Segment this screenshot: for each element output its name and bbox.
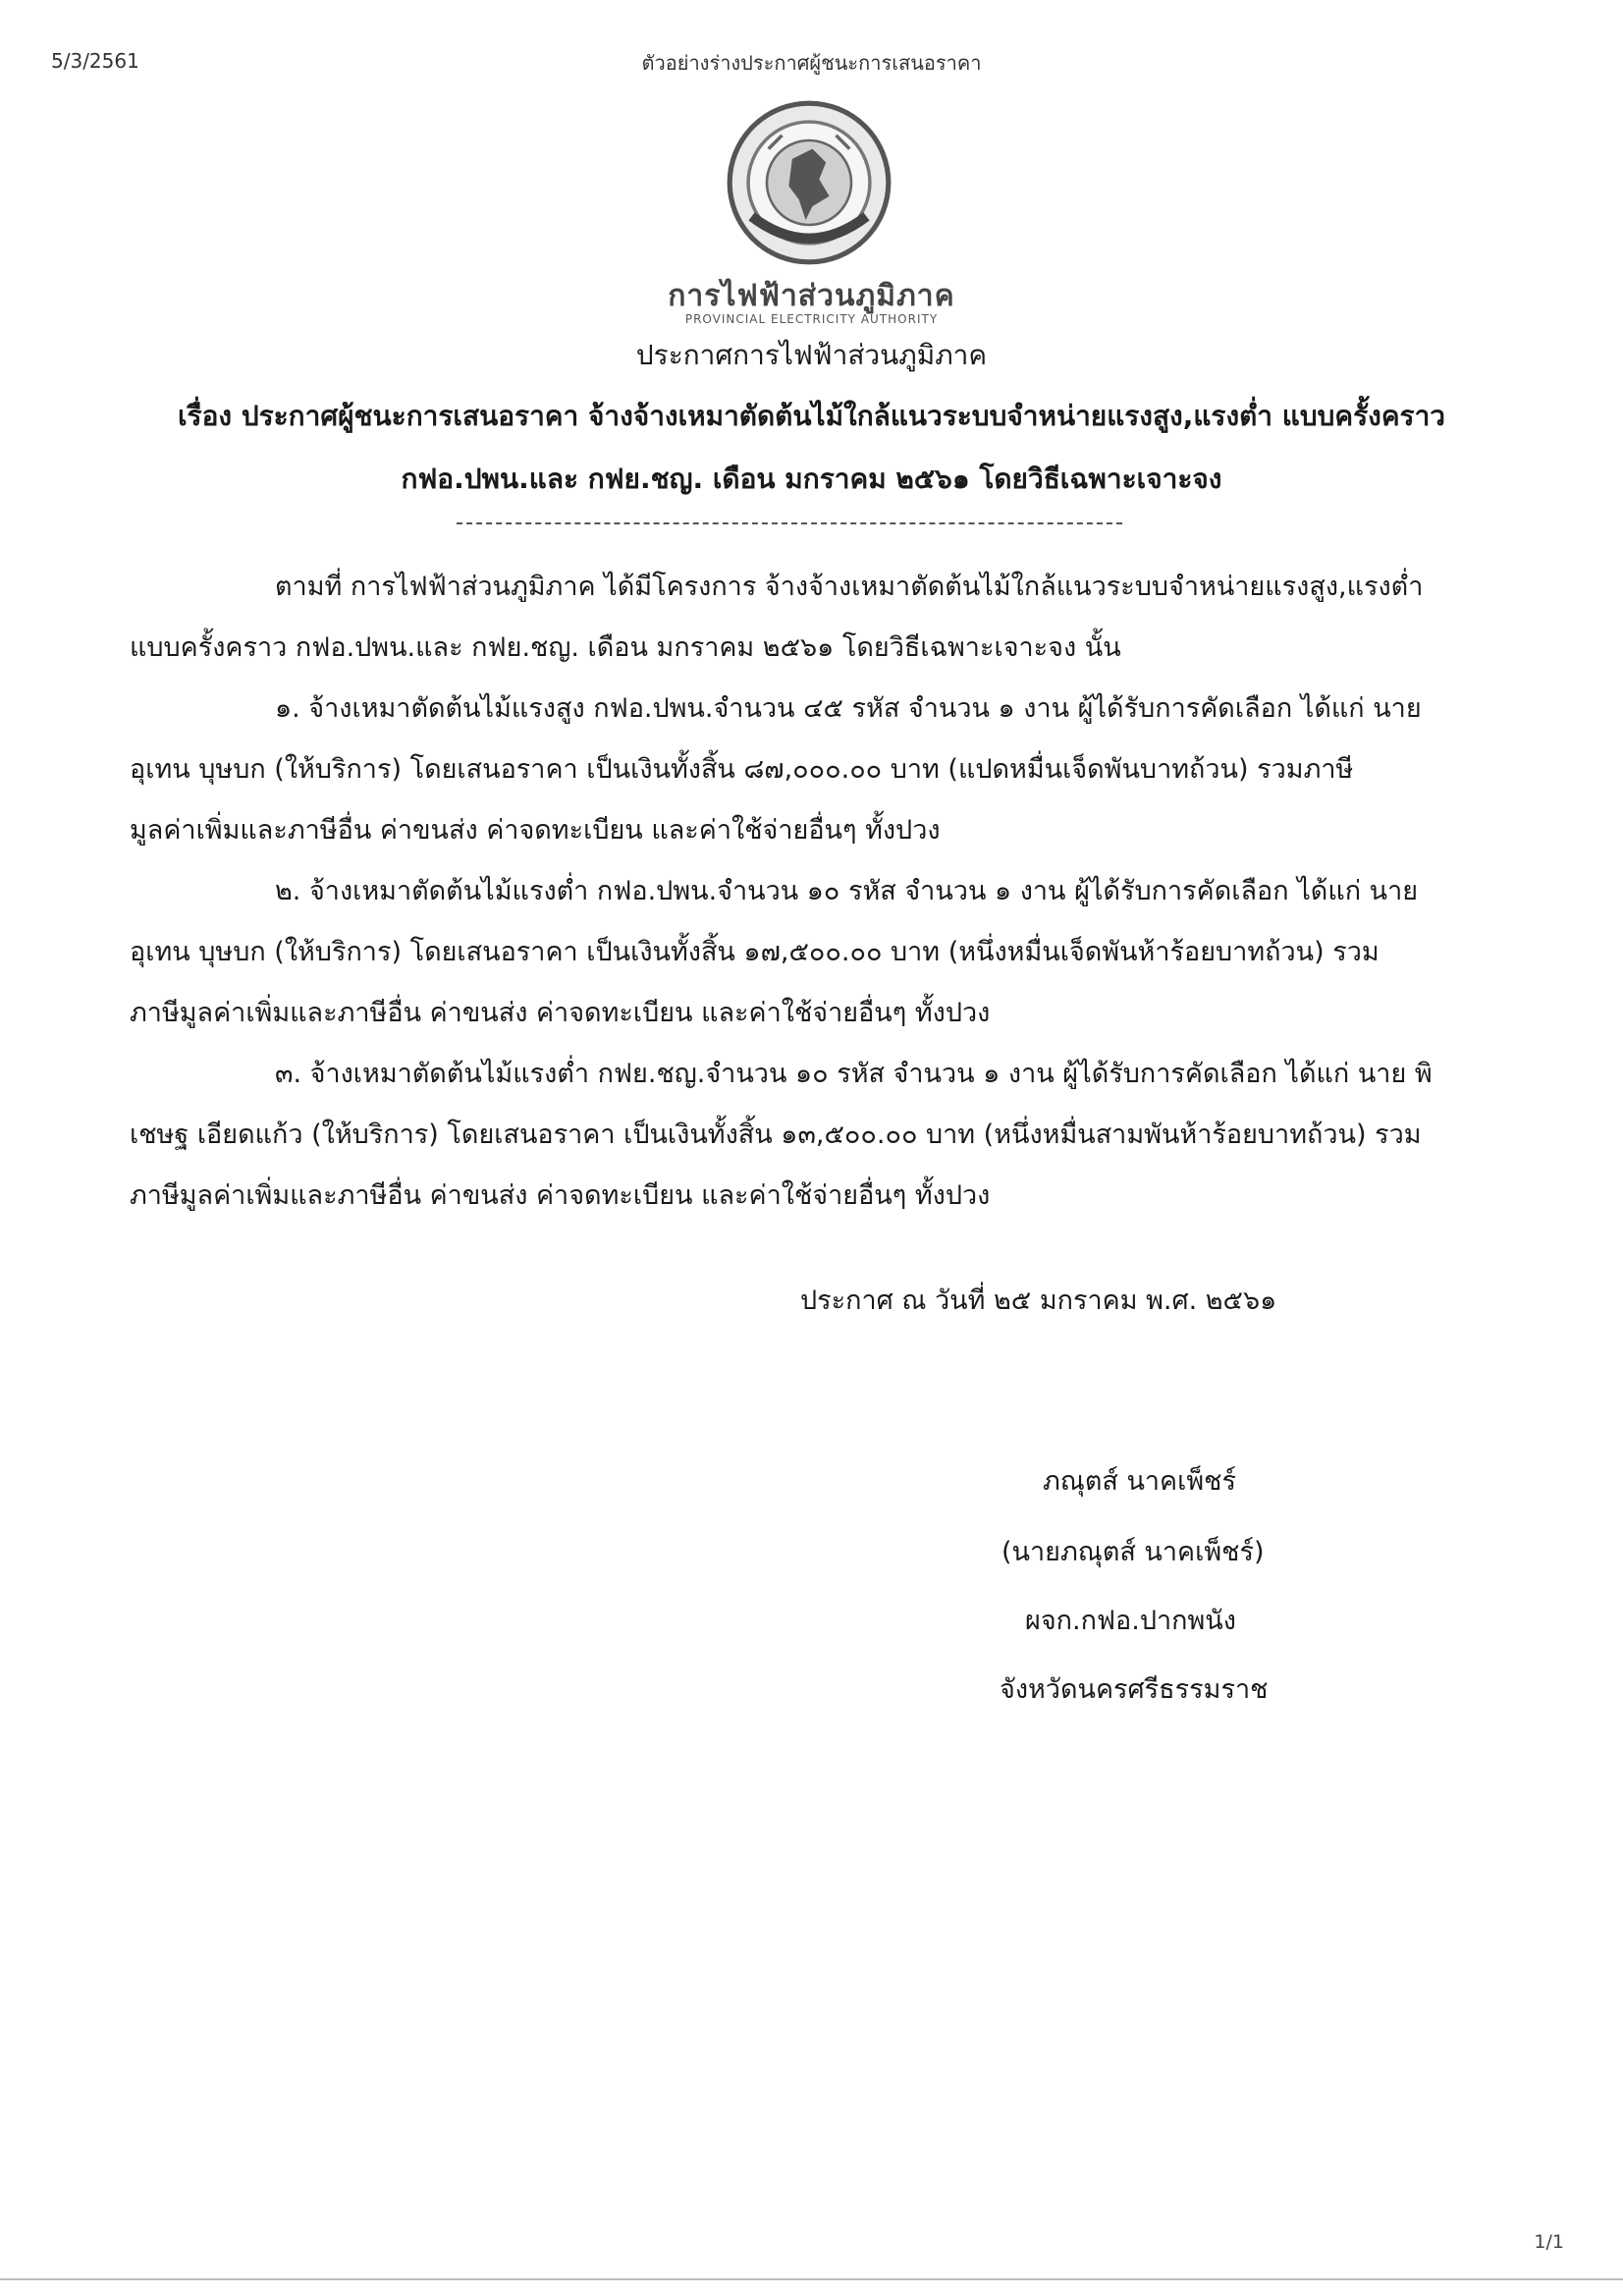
item-2-line-1: ๒. จ้างเหมาตัดต้นไม้แรงต่ำ กฟอ.ปพน.จำนวน ๑๐ รหัส จำนวน ๑ งาน ผู้ได้รับการคัดเลือก ได้แก่ นาย	[275, 876, 1419, 906]
subject-line-1: เรื่อง ประกาศผู้ชนะการเสนอราคา จ้างจ้างเหมาตัดต้นไม้ใกล้แนวระบบจำหน่ายแรงสูง,แรงต่ำ แบบครั้งคราว	[177, 400, 1446, 432]
item-1-line-2: อุเทน บุษบก (ให้บริการ) โดยเสนอราคา เป็นเงินทั้งสิ้น ๘๗,๐๐๐.๐๐ บาท (แปดหมื่นเจ็ดพันบาทถ้วน) รวมภาษี	[130, 754, 1354, 785]
document-header-title: ตัวอย่างร่างประกาศผู้ชนะการเสนอราคา	[641, 51, 982, 75]
organization-name-thai: การไฟฟ้าส่วนภูมิภาค	[668, 279, 955, 313]
item-1-line-1: ๑. จ้างเหมาตัดต้นไม้แรงสูง กฟอ.ปพน.จำนวน ๔๕ รหัส จำนวน ๑ งาน ผู้ได้รับการคัดเลือก ได้แก่ นาย	[275, 693, 1422, 724]
organization-name-english: PROVINCIAL ELECTRICITY AUTHORITY	[684, 312, 939, 326]
page-number: 1/1	[1534, 2231, 1564, 2253]
page-bottom-edge	[0, 2278, 1623, 2280]
intro-paragraph-line-1: ตามที่ การไฟฟ้าส่วนภูมิภาค ได้มีโครงการ จ้างจ้างเหมาตัดต้นไม้ใกล้แนวระบบจำหน่ายแรงสูง,แรงต่ำ	[275, 572, 1424, 602]
signature-signed-name: ภณุตส์ นาคเพ็ชร์	[1043, 1466, 1236, 1497]
announcement-title: ประกาศการไฟฟ้าส่วนภูมิภาค	[635, 339, 988, 371]
subject-line-2: กฟอ.ปพน.และ กฟย.ชญ. เดือน มกราคม ๒๕๖๑ โดยวิธีเฉพาะเจาะจง	[401, 463, 1222, 495]
item-3-line-1: ๓. จ้างเหมาตัดต้นไม้แรงต่ำ กฟย.ชญ.จำนวน ๑๐ รหัส จำนวน ๑ งาน ผู้ได้รับการคัดเลือก ได้แก่ นาย พิ	[275, 1059, 1433, 1089]
item-3-line-3: ภาษีมูลค่าเพิ่มและภาษีอื่น ค่าขนส่ง ค่าจดทะเบียน และค่าใช้จ่ายอื่นๆ ทั้งปวง	[130, 1180, 991, 1211]
item-2-line-3: ภาษีมูลค่าเพิ่มและภาษีอื่น ค่าขนส่ง ค่าจดทะเบียน และค่าใช้จ่ายอื่นๆ ทั้งปวง	[130, 998, 991, 1028]
date-stamp: 5/3/2561	[51, 49, 139, 73]
pea-emblem-icon	[725, 98, 893, 267]
announcement-date: ประกาศ ณ วันที่ ๒๕ มกราคม พ.ศ. ๒๕๖๑	[800, 1285, 1277, 1316]
item-3-line-2: เชษฐ เอียดแก้ว (ให้บริการ) โดยเสนอราคา เป็นเงินทั้งสิ้น ๑๓,๕๐๐.๐๐ บาท (หนึ่งหมื่นสามพันห้าร้อยบาทถ้วน) รวม	[130, 1120, 1422, 1150]
signature-province: จังหวัดนครศรีธรรมราช	[1000, 1674, 1269, 1705]
item-2-line-2: อุเทน บุษบก (ให้บริการ) โดยเสนอราคา เป็นเงินทั้งสิ้น ๑๗,๕๐๐.๐๐ บาท (หนึ่งหมื่นเจ็ดพันห้าร้อยบาทถ้วน) รวม	[130, 937, 1380, 967]
divider	[457, 522, 1122, 524]
intro-paragraph-line-2: แบบครั้งคราว กฟอ.ปพน.และ กฟย.ชญ. เดือน มกราคม ๒๕๖๑ โดยวิธีเฉพาะเจาะจง นั้น	[130, 632, 1121, 663]
signature-position: ผจก.กฟอ.ปากพนัง	[1025, 1606, 1236, 1636]
signature-printed-name: (นายภณุตส์ นาคเพ็ชร์)	[1001, 1537, 1265, 1567]
item-1-line-3: มูลค่าเพิ่มและภาษีอื่น ค่าขนส่ง ค่าจดทะเบียน และค่าใช้จ่ายอื่นๆ ทั้งปวง	[130, 815, 941, 846]
